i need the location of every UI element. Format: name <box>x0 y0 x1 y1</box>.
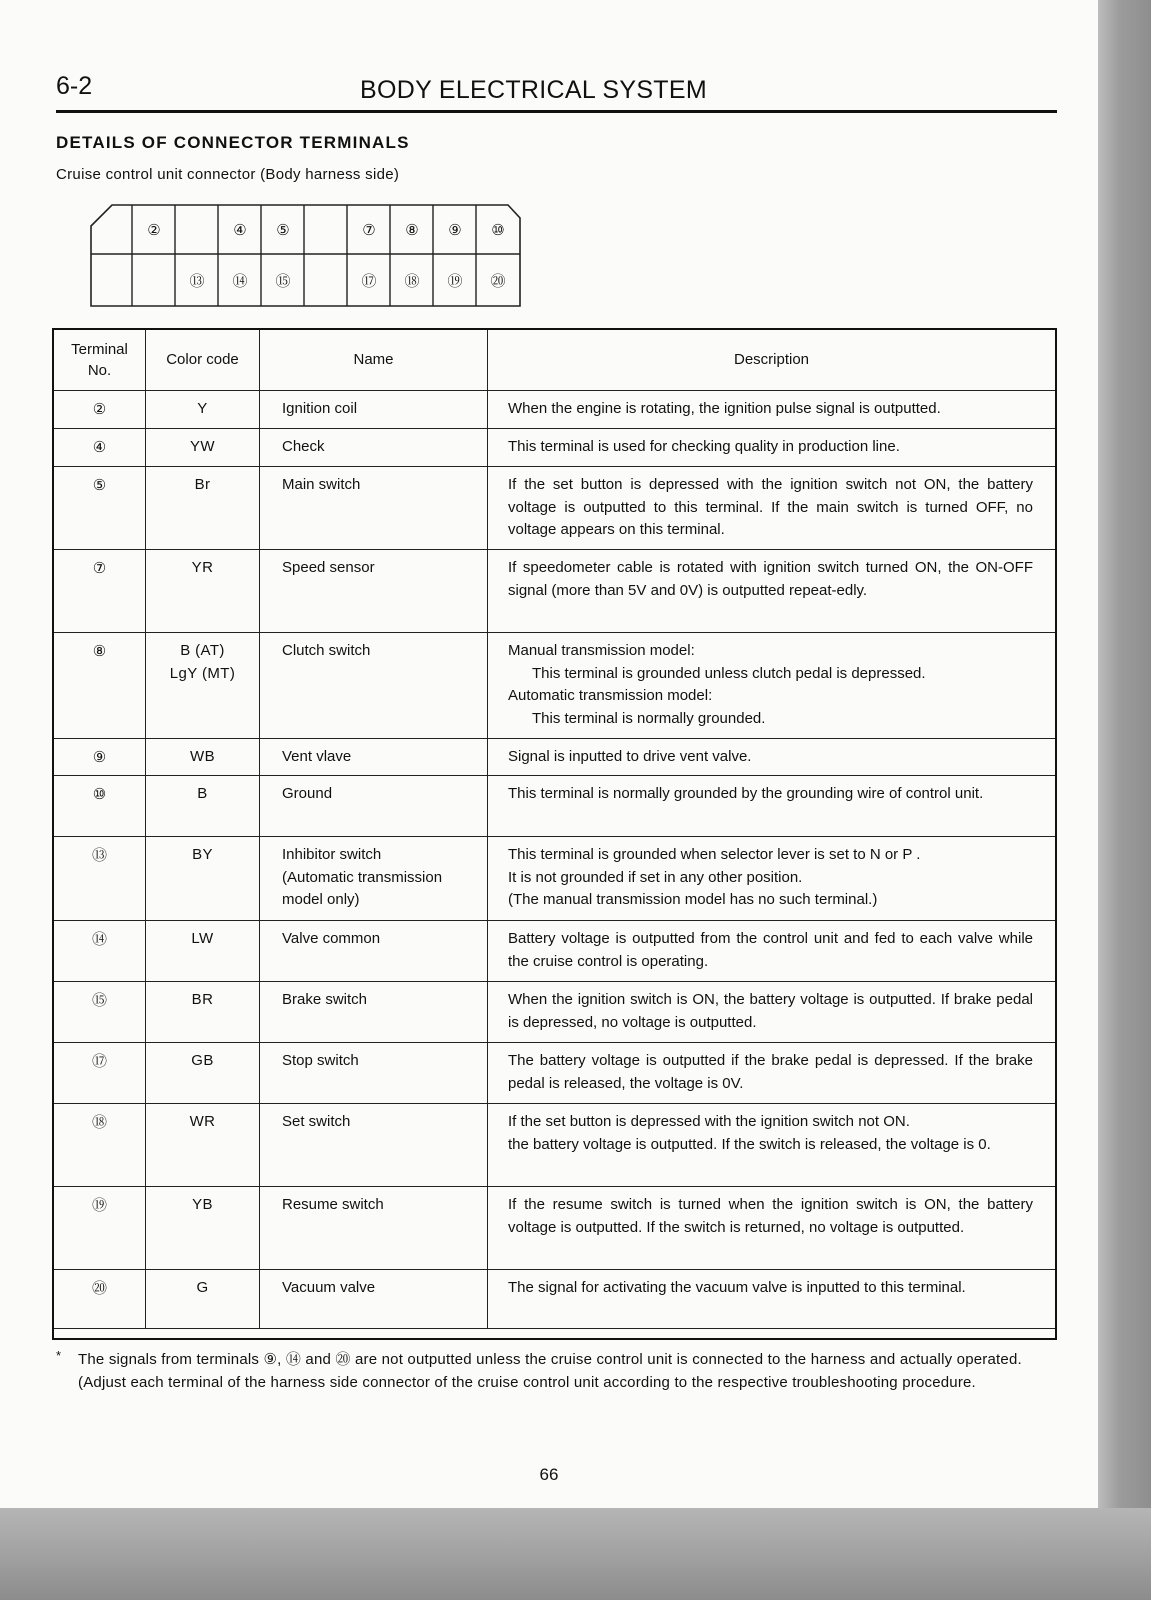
connector-pin: ⑱ <box>404 272 420 290</box>
connector-pin: ⑩ <box>491 221 505 239</box>
terminal-cell: ⑨ <box>54 739 146 776</box>
description-cell: This terminal is used for checking quality in production line. <box>488 429 1056 467</box>
table-row <box>54 739 1056 776</box>
table-header-row <box>54 330 1056 391</box>
color-cell: WR <box>146 1104 260 1187</box>
description-cell: Signal is inputted to drive vent valve. <box>488 739 1056 776</box>
color-cell: G <box>146 1270 260 1329</box>
name-cell: Inhibitor switch (Automatic transmission model only) <box>260 837 488 921</box>
color-cell: YW <box>146 429 260 467</box>
connector-pin: ⑬ <box>189 272 205 290</box>
table-row <box>54 1043 1056 1104</box>
name-cell: Stop switch <box>260 1043 488 1104</box>
page-number: 66 <box>539 1465 559 1484</box>
table-row <box>54 1104 1056 1187</box>
description-cell: If the set button is depressed with the ignition switch not ON, the battery voltage is outputted to this terminal. If the main switch is turned OFF, no voltage appears on this terminal. <box>488 467 1056 550</box>
connector-pin: ⑦ <box>362 221 376 239</box>
table-row <box>54 982 1056 1043</box>
footnote-line: The signals from terminals ⑨, ⑭ and ⑳ are not outputted unless the cruise control unit is connected to the harness and actually operated. <box>78 1351 1022 1368</box>
color-cell: GB <box>146 1043 260 1104</box>
description-cell: When the engine is rotating, the ignition pulse signal is outputted. <box>488 391 1056 429</box>
connector-pin <box>305 204 347 256</box>
terminal-cell: ⑦ <box>54 550 146 633</box>
table-row <box>54 1187 1056 1270</box>
color-cell: Y <box>146 391 260 429</box>
section-subtitle: Cruise control unit connector (Body harness side) <box>56 166 400 183</box>
name-cell: Resume switch <box>260 1187 488 1270</box>
header-rule <box>56 110 1057 113</box>
scan-edge-bottom <box>0 1508 1151 1600</box>
connector-pin: ⑭ <box>232 272 248 290</box>
connector-pin <box>90 255 132 307</box>
connector-pin: ⑤ <box>276 221 290 239</box>
footnote-mark: * <box>56 1348 62 1363</box>
connector-diagram <box>90 204 530 312</box>
name-cell: Ground <box>260 776 488 837</box>
name-cell: Vacuum valve <box>260 1270 488 1329</box>
color-cell: B (AT) LgY (MT) <box>146 633 260 739</box>
terminal-cell: ② <box>54 391 146 429</box>
name-cell: Ignition coil <box>260 391 488 429</box>
connector-pin: ④ <box>233 221 247 239</box>
description-cell: If the resume switch is turned when the ignition switch is ON, the battery voltage is outputted. If the switch is returned, no voltage is outputted. <box>488 1187 1056 1270</box>
terminal-cell: ⑱ <box>54 1104 146 1187</box>
color-cell: BY <box>146 837 260 921</box>
terminal-cell: ⑳ <box>54 1270 146 1329</box>
header-color: Color code <box>146 330 260 391</box>
connector-pin <box>90 204 132 256</box>
connector-pin <box>305 255 347 307</box>
color-cell: B <box>146 776 260 837</box>
page-code: 6-2 <box>56 72 93 100</box>
connector-pin: ⑨ <box>448 221 462 239</box>
header-name: Name <box>260 330 488 391</box>
connector-pin: ⑲ <box>447 272 463 290</box>
description-cell: This terminal is normally grounded by the grounding wire of control unit. <box>488 776 1056 837</box>
description-cell: The signal for activating the vacuum valve is inputted to this terminal. <box>488 1270 1056 1329</box>
description-cell: This terminal is grounded when selector lever is set to N or P . It is not grounded if set in any other position. (The manual transmission model has no such terminal.) <box>488 837 1056 921</box>
name-cell: Set switch <box>260 1104 488 1187</box>
description-cell: Battery voltage is outputted from the control unit and fed to each valve while the cruise control is operating. <box>488 921 1056 982</box>
terminal-table <box>53 329 1056 1329</box>
table-row <box>54 429 1056 467</box>
color-cell: BR <box>146 982 260 1043</box>
terminal-cell: ⑩ <box>54 776 146 837</box>
connector-pin: ⑮ <box>275 272 291 290</box>
table-row <box>54 550 1056 633</box>
name-cell: Main switch <box>260 467 488 550</box>
terminal-cell: ⑬ <box>54 837 146 921</box>
table-row <box>54 776 1056 837</box>
header-terminal: Terminal No. <box>54 330 146 391</box>
terminal-cell: ⑤ <box>54 467 146 550</box>
page-title: BODY ELECTRICAL SYSTEM <box>360 76 707 104</box>
table-row <box>54 633 1056 739</box>
description-cell: If speedometer cable is rotated with ignition switch turned ON, the ON-OFF signal (more than 5V and 0V) is outputted repeat-edly. <box>488 550 1056 633</box>
table-row <box>54 837 1056 921</box>
scan-edge-right <box>1098 0 1151 1600</box>
terminal-cell: ④ <box>54 429 146 467</box>
connector-pin <box>133 255 175 307</box>
connector-pin: ⑧ <box>405 221 419 239</box>
color-cell: LW <box>146 921 260 982</box>
table-row <box>54 467 1056 550</box>
table-row <box>54 921 1056 982</box>
connector-pin <box>176 204 218 256</box>
terminal-cell: ⑲ <box>54 1187 146 1270</box>
color-cell: YR <box>146 550 260 633</box>
footnote-line: (Adjust each terminal of the harness side connector of the cruise control unit according to the respective troubleshooting procedure. <box>78 1374 976 1391</box>
name-cell: Check <box>260 429 488 467</box>
header-description: Description <box>488 330 1056 391</box>
table-row <box>54 1270 1056 1329</box>
connector-pin: ② <box>147 221 161 239</box>
terminal-cell: ⑧ <box>54 633 146 739</box>
name-cell: Brake switch <box>260 982 488 1043</box>
connector-pin: ⑳ <box>490 272 506 290</box>
connector-pin: ⑰ <box>361 272 377 290</box>
footnote <box>56 1348 1056 1394</box>
name-cell: Valve common <box>260 921 488 982</box>
description-cell: The battery voltage is outputted if the brake pedal is depressed. If the brake pedal is released, the voltage is 0V. <box>488 1043 1056 1104</box>
color-cell: WB <box>146 739 260 776</box>
description-cell: If the set button is depressed with the ignition switch not ON. the battery voltage is outputted. If the switch is released, the voltage is 0. <box>488 1104 1056 1187</box>
name-cell: Speed sensor <box>260 550 488 633</box>
description-cell: Manual transmission model: This terminal is grounded unless clutch pedal is depressed. Automatic transmission model: This terminal is normally grounded. <box>488 633 1056 739</box>
name-cell: Vent vlave <box>260 739 488 776</box>
description-cell: When the ignition switch is ON, the battery voltage is outputted. If brake pedal is depressed, no voltage is outputted. <box>488 982 1056 1043</box>
color-cell: Br <box>146 467 260 550</box>
terminal-cell: ⑰ <box>54 1043 146 1104</box>
terminal-cell: ⑭ <box>54 921 146 982</box>
name-cell: Clutch switch <box>260 633 488 739</box>
color-cell: YB <box>146 1187 260 1270</box>
table-row <box>54 391 1056 429</box>
section-title: DETAILS OF CONNECTOR TERMINALS <box>56 133 410 152</box>
terminal-cell: ⑮ <box>54 982 146 1043</box>
